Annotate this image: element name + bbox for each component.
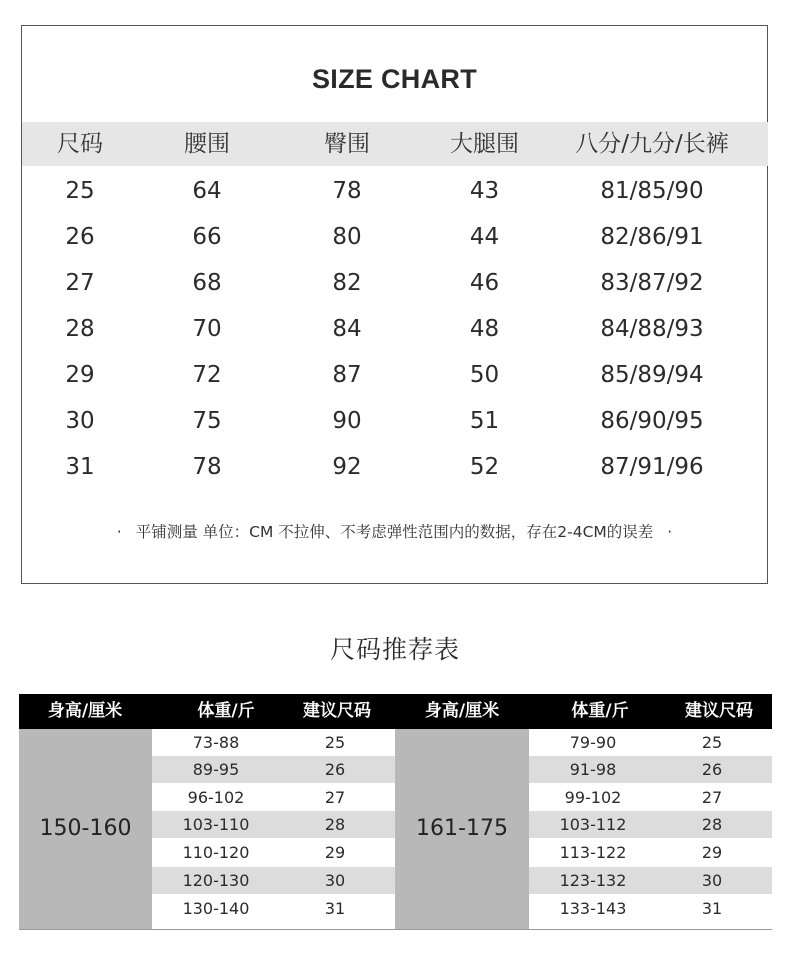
- cell-length: 82/86/91: [600, 224, 704, 250]
- cell-weight: 99-102: [564, 788, 622, 807]
- cell-weight: 96-102: [187, 788, 245, 807]
- table-row: [22, 168, 768, 214]
- cell-size: 29: [65, 362, 95, 388]
- table-row: [152, 729, 395, 756]
- cell-suggested-size: 28: [701, 815, 723, 834]
- cell-waist: 66: [192, 224, 222, 250]
- cell-suggested-size: 31: [324, 899, 346, 918]
- cell-thigh: 50: [469, 362, 500, 388]
- cell-size: 27: [65, 270, 95, 296]
- table-row: [529, 729, 772, 756]
- recommendation-title: 尺码推荐表: [329, 635, 460, 664]
- cell-hip: 90: [332, 408, 362, 434]
- cell-weight: 91-98: [569, 760, 617, 779]
- cell-suggested-size: 29: [701, 843, 723, 862]
- header-length: 八分/九分/长裤: [575, 131, 729, 157]
- header-waist: 腰围: [184, 131, 230, 157]
- cell-suggested-size: 25: [701, 733, 723, 752]
- recommendation-table: [19, 694, 772, 930]
- header-hip: 臀围: [324, 131, 370, 157]
- cell-size: 31: [65, 454, 95, 480]
- cell-length: 85/89/94: [600, 362, 704, 388]
- table-row: [22, 444, 768, 490]
- cell-hip: 87: [332, 362, 362, 388]
- table-row: [529, 784, 772, 811]
- cell-hip: 82: [332, 270, 362, 296]
- cell-suggested-size: 30: [324, 871, 346, 890]
- table-row: [529, 839, 772, 866]
- cell-waist: 75: [192, 408, 222, 434]
- cell-suggested-size: 26: [324, 760, 346, 779]
- header-weight-left: 体重/斤: [197, 701, 255, 721]
- cell-thigh: 52: [469, 454, 500, 480]
- header-thigh: 大腿围: [450, 131, 519, 157]
- cell-weight: 103-112: [559, 815, 627, 834]
- cell-weight: 73-88: [192, 733, 240, 752]
- header-size: 尺码: [57, 131, 103, 157]
- cell-waist: 68: [192, 270, 222, 296]
- table-row: [22, 260, 768, 306]
- cell-suggested-size: 27: [324, 788, 346, 807]
- cell-hip: 80: [332, 224, 362, 250]
- cell-weight: 113-122: [559, 843, 627, 862]
- table-row: [529, 811, 772, 838]
- height-range-cell: 161-175: [395, 729, 529, 929]
- cell-size: 26: [65, 224, 95, 250]
- header-height-right: 身高/厘米: [424, 701, 500, 721]
- cell-weight: 130-140: [182, 899, 250, 918]
- table-row: [529, 895, 772, 922]
- cell-suggested-size: 31: [701, 899, 723, 918]
- cell-length: 87/91/96: [600, 454, 704, 480]
- header-suggested-size-right: 建议尺码: [685, 701, 753, 721]
- cell-thigh: 51: [469, 408, 500, 434]
- table-row: [152, 811, 395, 838]
- table-row: [22, 352, 768, 398]
- cell-length: 86/90/95: [600, 408, 704, 434]
- header-weight-right: 体重/斤: [571, 701, 629, 721]
- table-row: [22, 398, 768, 444]
- cell-suggested-size: 29: [324, 843, 346, 862]
- header-suggested-size-left: 建议尺码: [303, 701, 371, 721]
- note-bullet-left: ·: [116, 523, 122, 541]
- cell-waist: 70: [192, 316, 222, 342]
- cell-suggested-size: 28: [324, 815, 346, 834]
- table-row: [152, 784, 395, 811]
- cell-hip: 78: [332, 178, 362, 204]
- header-height-left: 身高/厘米: [47, 701, 123, 721]
- cell-waist: 64: [192, 178, 222, 204]
- cell-weight: 89-95: [192, 760, 240, 779]
- cell-suggested-size: 25: [324, 733, 346, 752]
- cell-thigh: 44: [469, 224, 500, 250]
- table-row: [152, 756, 395, 783]
- cell-waist: 72: [192, 362, 222, 388]
- height-range-cell: 150-160: [19, 729, 152, 929]
- measurement-note: [22, 520, 767, 542]
- cell-thigh: 46: [469, 270, 500, 296]
- cell-size: 28: [65, 316, 95, 342]
- note-bullet-right: ·: [667, 523, 673, 541]
- size-chart-title: SIZE CHART: [312, 64, 477, 94]
- table-row: [529, 867, 772, 894]
- cell-size: 30: [65, 408, 95, 434]
- cell-weight: 79-90: [569, 733, 617, 752]
- table-row: [152, 867, 395, 894]
- cell-suggested-size: 30: [701, 871, 723, 890]
- table-row: [22, 214, 768, 260]
- table-row: [22, 306, 768, 352]
- cell-suggested-size: 26: [701, 760, 723, 779]
- size-chart-header-row: [22, 122, 768, 166]
- cell-length: 81/85/90: [600, 178, 704, 204]
- cell-weight: 133-143: [559, 899, 627, 918]
- cell-weight: 120-130: [182, 871, 250, 890]
- cell-weight: 110-120: [182, 843, 250, 862]
- cell-thigh: 43: [469, 178, 500, 204]
- table-row: [152, 895, 395, 922]
- table-row: [152, 839, 395, 866]
- size-chart-panel: [21, 25, 768, 584]
- cell-weight: 103-110: [182, 815, 250, 834]
- cell-length: 83/87/92: [600, 270, 704, 296]
- cell-suggested-size: 27: [701, 788, 723, 807]
- cell-hip: 92: [332, 454, 362, 480]
- recommendation-header-row: [19, 694, 772, 729]
- cell-hip: 84: [332, 316, 362, 342]
- cell-waist: 78: [192, 454, 222, 480]
- table-row: [529, 756, 772, 783]
- note-text: 平铺测量 单位：CM 不拉伸、不考虑弹性范围内的数据，存在2-4CM的误差: [135, 523, 654, 541]
- cell-weight: 123-132: [559, 871, 627, 890]
- cell-size: 25: [65, 178, 95, 204]
- cell-thigh: 48: [469, 316, 500, 342]
- cell-length: 84/88/93: [600, 316, 704, 342]
